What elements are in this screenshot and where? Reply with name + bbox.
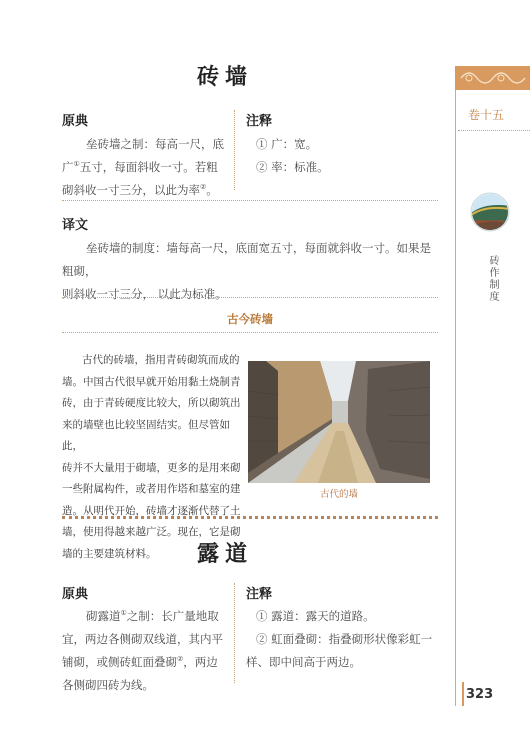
yiwen-line: 垒砖墙的制度：墙每高一尺，底面宽五寸，每面就斜收一寸。如果是粗砌， <box>62 241 431 278</box>
page-number: 323 <box>466 687 494 702</box>
section-divider <box>62 297 438 298</box>
page-number-marker <box>462 682 464 706</box>
note-item: ① 露道：露天的道路。 <box>256 609 375 623</box>
yiwen-text <box>62 237 442 306</box>
sidebar-divider <box>458 130 530 131</box>
yuandian-line-end: 。 <box>206 183 218 197</box>
yuandian-line: 宜，两边各侧砌双线道，其内平 <box>62 632 223 646</box>
yuandian-heading: 原典 <box>62 114 89 129</box>
note-ref: ② <box>177 655 184 664</box>
zhushi-text <box>246 605 446 674</box>
yuandian-line: 各侧砌四砖为线。 <box>62 678 154 692</box>
yuandian-line-text: 五寸，每面斜收一寸。若粗 <box>79 160 218 174</box>
note-item: ② 率：标准。 <box>256 160 329 174</box>
note-item: ② 虹面叠砌：指叠砌形状像彩虹一 <box>256 632 433 646</box>
chapter-divider <box>62 516 438 519</box>
yiwen-line: 则斜收一寸三分， 以此为标准。 <box>62 287 227 301</box>
scroll-ornament-icon <box>455 66 530 90</box>
feature-divider <box>62 332 438 333</box>
yuandian-text <box>62 133 226 202</box>
note-ref: ① <box>73 160 80 169</box>
yuandian-line-text: 砌斜收一寸三分，以此为率 <box>62 183 200 197</box>
zhushi-text <box>256 133 436 179</box>
yuandian-line <box>62 156 226 179</box>
column-divider <box>234 583 235 683</box>
sidebar-band <box>455 66 530 90</box>
section-divider <box>62 200 438 201</box>
pagoda-roof-icon <box>470 192 510 232</box>
roof-medallion <box>470 192 510 232</box>
note-item: ① 广：宽。 <box>256 137 318 151</box>
yuandian-line-text: 之制：长广量地取 <box>126 609 219 623</box>
feature-title: 古今砖墙 <box>227 312 273 326</box>
alley-illustration <box>248 361 430 483</box>
zhushi-heading: 注释 <box>246 587 273 602</box>
note-ref: ② <box>200 183 207 192</box>
yuandian-line-text: 铺砌，或侧砖虹面叠砌 <box>62 655 177 669</box>
photo-caption: 古代的墙 <box>319 489 358 500</box>
feature-paragraph <box>62 350 242 565</box>
yuandian-line <box>62 179 226 202</box>
sidebar-rule <box>455 66 456 706</box>
chapter-vertical-label: 砖作制度 <box>487 255 498 303</box>
section-title-brick-wall: 砖墙 <box>196 64 253 90</box>
volume-label: 卷十五 <box>468 108 505 122</box>
yuandian-line <box>62 605 232 628</box>
feature-line: 砖并不大量用于砌墙，更多的是用来砌 <box>62 461 241 474</box>
feature-line: 墙的主要建筑材料。 <box>62 547 157 560</box>
section-title-exposed-path: 露道 <box>196 541 253 567</box>
yuandian-heading: 原典 <box>62 587 89 602</box>
yiwen-heading: 译文 <box>62 218 89 233</box>
alley-photo <box>248 361 430 483</box>
yuandian-line <box>62 651 232 674</box>
feature-line: 墙。中国古代很早就开始用黏土烧制青 <box>62 375 241 388</box>
yuandian-text <box>62 605 232 697</box>
yuandian-line: 垒砖墙之制：每高一尺，底 <box>86 137 224 151</box>
feature-line: 古代的砖墙，指用青砖砌筑而成的 <box>82 354 240 366</box>
yuandian-line-prefix: 广 <box>62 160 74 174</box>
note-ref: ① <box>120 609 127 618</box>
yuandian-line-text: 砌露道 <box>86 609 121 623</box>
feature-line: 一些附属构件，或者用作塔和墓室的建 <box>62 483 241 495</box>
note-item: 样、即中间高于两边。 <box>246 655 361 669</box>
feature-line: 砖，由于青砖硬度比较大，所以砌筑出 <box>62 397 241 409</box>
feature-line: 造。从明代开始，砖墙才逐渐代替了土 <box>62 504 241 517</box>
column-divider <box>234 110 235 190</box>
zhushi-heading: 注释 <box>246 114 273 129</box>
yuandian-line-text: ，两边 <box>183 655 218 669</box>
feature-line: 墙，使用得越来越广泛。现在，它是砌 <box>62 526 241 538</box>
feature-line: 来的墙壁也比较坚固结实。但尽管如此， <box>62 418 230 452</box>
